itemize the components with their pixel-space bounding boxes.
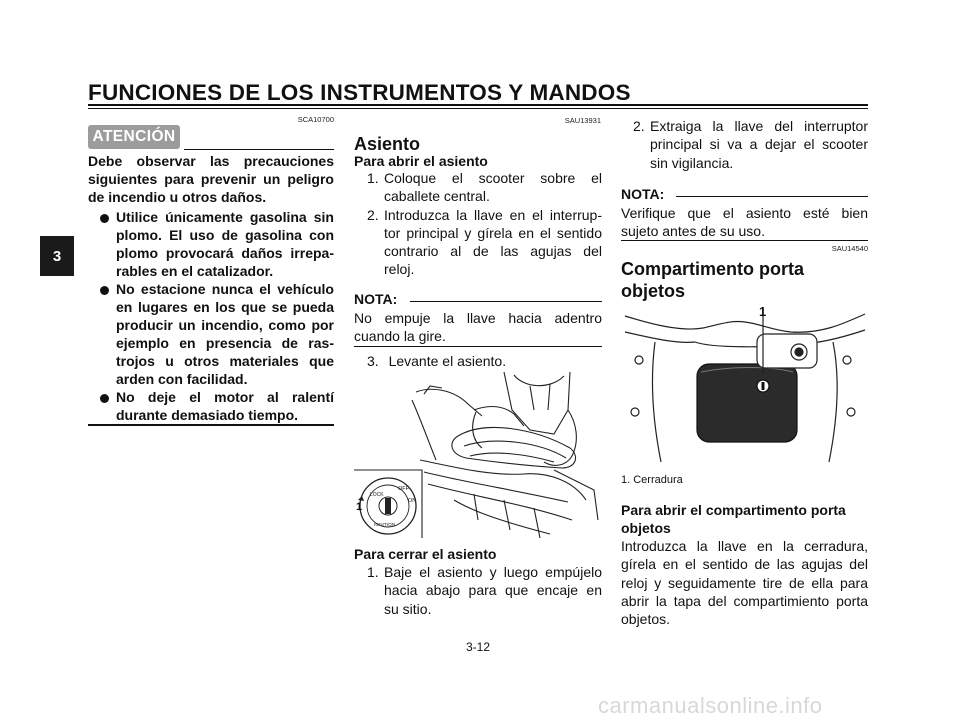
step-text (384, 563, 602, 618)
warning-intro-line: siguientes para prevenir un peligro (88, 171, 334, 187)
warning-end-rule (88, 424, 334, 426)
step-item (621, 117, 868, 172)
seat-nota-label: NOTA: (354, 291, 398, 307)
seat-nota-text (354, 309, 602, 346)
step-text (384, 206, 602, 279)
warning-badge-rule (184, 149, 334, 150)
storage-nota-text (621, 204, 868, 241)
ignition-label-lock: LOCK (370, 492, 384, 498)
seat-close-steps (354, 563, 602, 618)
warning-intro (88, 152, 334, 206)
step-text (384, 169, 602, 206)
storage-illustration (621, 302, 868, 468)
bullet-line: trojos u otros materiales que (116, 353, 334, 369)
warning-bullet-item (100, 280, 334, 388)
ignition-label-off: OFF (398, 486, 409, 492)
seat-title: Asiento (354, 134, 421, 154)
bullet-dot-icon (100, 394, 109, 403)
step-number: 1. (367, 170, 379, 186)
storage-open-title-line: Para abrir el compartimento porta (621, 502, 846, 518)
nota-line: sujeto antes de su uso. (621, 223, 765, 240)
step-text: Levante el asiento. (388, 353, 507, 369)
step-line: Baje el asiento y luego empújelo (384, 564, 602, 580)
seat-open-title: Para abrir el asiento (354, 153, 488, 169)
storage-title (621, 258, 804, 302)
seat-nota-rule (410, 301, 602, 302)
page-number: 3-12 (466, 640, 491, 654)
seat-figure-callout: 1 (356, 501, 363, 513)
step-number: 1. (367, 564, 379, 580)
step-line: reloj. (384, 261, 415, 278)
warning-bullet-item (100, 388, 334, 424)
bullet-line: plomo provocará daños irrepa- (116, 245, 334, 261)
warning-bullet-item (100, 208, 334, 280)
body-line: abrir la tapa del compartimiento porta (621, 592, 868, 609)
step-line: hacia abajo para que encaje en (384, 582, 602, 599)
section-header-title: FUNCIONES DE LOS INSTRUMENTOS Y MANDOS (88, 80, 631, 105)
seat-open-steps (354, 169, 602, 279)
step-item (354, 169, 602, 206)
body-line: objetos. (621, 611, 671, 628)
bullet-line: plomo. El uso de gasolina con (116, 227, 334, 243)
step-line: sin vigilancia. (650, 154, 734, 171)
step-item (354, 206, 602, 279)
step-line: Extraiga la llave del interruptor (650, 118, 868, 134)
seat-close-title: Para cerrar el asiento (354, 546, 497, 562)
storage-open-title-line: objetos (621, 520, 671, 536)
seat-code: SAU13931 (564, 116, 601, 125)
bullet-line: No estacione nunca el vehículo (116, 281, 334, 297)
bullet-line: rables en el catalizador. (116, 263, 274, 279)
ignition-label-ignition: IGNITION (374, 523, 396, 528)
step-number: 3. (367, 353, 379, 369)
storage-figure (621, 302, 868, 468)
warning-bullet-text (116, 280, 334, 388)
nota-line: No empuje la llave hacia adentro (354, 310, 602, 326)
step-item (354, 563, 602, 618)
body-line: Introduzca la llave en la cerradura, (621, 538, 868, 554)
body-line: gírela en el sentido de las agujas del (621, 556, 868, 573)
warning-intro-line: Debe observar las precauciones (88, 153, 334, 169)
seat-step2 (621, 117, 868, 172)
nota-line: cuando la gire. (354, 328, 446, 345)
storage-title-line: Compartimento porta (621, 259, 805, 279)
seat-illustration (354, 370, 602, 542)
step-number: 2. (633, 118, 645, 134)
storage-code: SAU14540 (831, 244, 868, 253)
bullet-line: durante demasiado tiempo. (116, 407, 299, 423)
body-line: reloj y seguidamente tire de ella para (621, 574, 868, 591)
warning-bullet-text (116, 388, 334, 424)
storage-figure-callout: 1 (759, 304, 767, 319)
seat-figure (354, 370, 602, 542)
storage-open-body (621, 537, 868, 628)
nota-line: Verifique que el asiento esté bien (621, 205, 868, 221)
header-rule-thin (88, 108, 868, 109)
bullet-line: arden con facilidad. (116, 371, 248, 387)
lock-icon (757, 380, 769, 392)
storage-nota-rule (676, 196, 868, 197)
storage-nota-label: NOTA: (621, 186, 665, 202)
bullet-line: Utilice únicamente gasolina sin (116, 209, 334, 225)
seat-nota-end-rule (354, 346, 602, 347)
step-number: 2. (367, 206, 379, 223)
step-line: contrario al de las agujas del (384, 243, 602, 260)
warning-bullet-list (100, 208, 334, 424)
bullet-dot-icon (100, 214, 109, 223)
storage-open-title (621, 501, 868, 537)
storage-title-line: objetos (621, 281, 686, 301)
step-line: su sitio. (384, 600, 432, 617)
warning-code: SCA10700 (297, 115, 334, 124)
step-line: principal si va a dejar el scooter (650, 136, 868, 153)
warning-badge: ATENCIÓN (88, 125, 180, 149)
seat-step3 (367, 352, 506, 370)
step-line: Introduzca la llave en el interrup- (384, 206, 602, 223)
step-line: tor principal y gírela en el sentido (384, 224, 602, 241)
warning-intro-line: de incendio u otros daños. (88, 189, 267, 205)
bullet-line: ejemplo en presencia de ras- (116, 335, 334, 351)
step-line: caballete central. (384, 188, 490, 205)
bullet-line: No deje el motor al ralentí (116, 389, 334, 405)
step-line: Coloque el scooter sobre el (384, 170, 602, 186)
storage-figure-caption: 1. Cerradura (621, 474, 683, 486)
bullet-line: producir un incendio, como por (116, 317, 334, 333)
bullet-dot-icon (100, 286, 109, 295)
chapter-tab: 3 (40, 236, 74, 276)
storage-nota-end-rule (621, 240, 868, 241)
warning-bullet-text (116, 208, 334, 280)
header-rule (88, 104, 868, 106)
ignition-label-on: ON (408, 498, 417, 504)
bullet-line: en lugares en los que se pueda (116, 299, 334, 315)
watermark: carmanualsonline.info (598, 693, 823, 718)
step-text (650, 117, 868, 172)
